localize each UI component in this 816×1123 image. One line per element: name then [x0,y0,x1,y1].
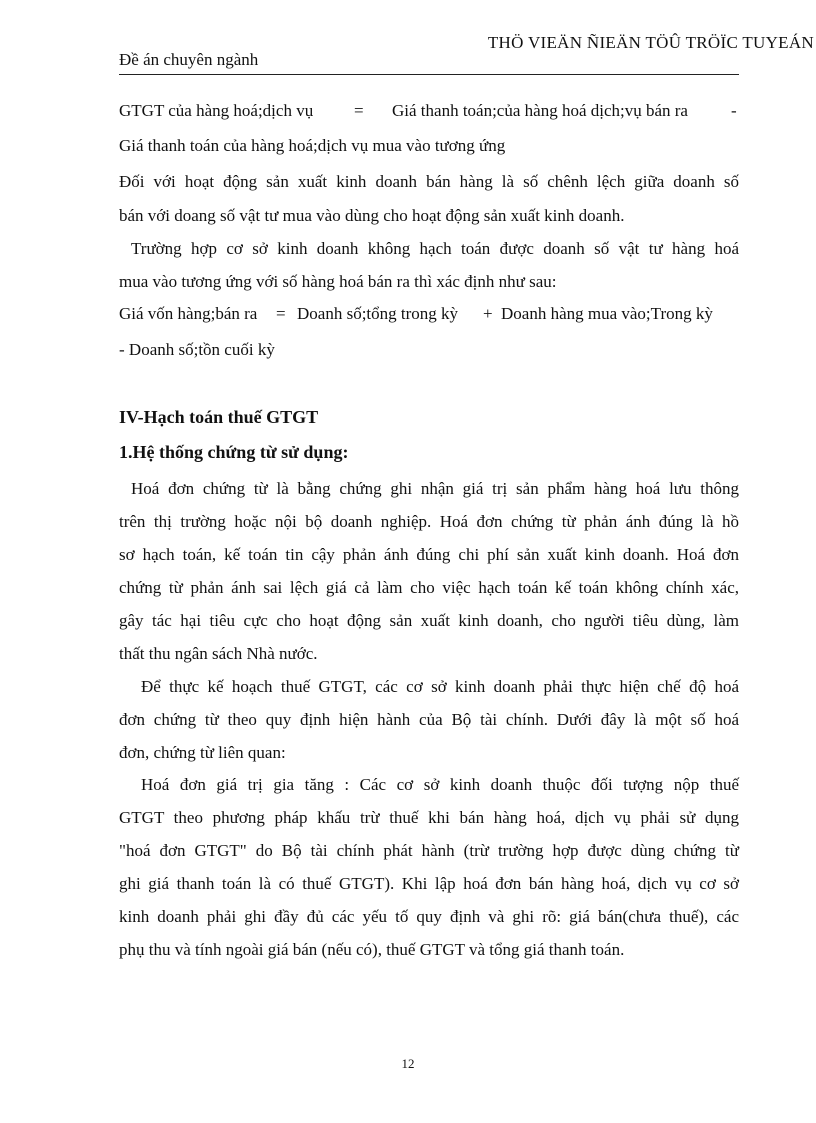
header-left: Đề án chuyên ngành [119,50,259,69]
para4-line: đơn chứng từ theo quy định hiện hành của Bộ tài chính. Dưới đây là một số hoá [119,710,739,729]
formula-gtgt-left: GTGT của hàng hoá;dịch vụ [119,101,314,120]
formula-cost-minus: - [119,340,125,359]
formula-cost-plus: + [483,304,493,323]
para5-line: kinh doanh phải ghi đầy đủ các yếu tố quy định và ghi rõ: giá bán(chưa thuế), các [119,907,739,926]
para2-line1: Trường hợp cơ sở kinh doanh không hạch toán được doanh số vật tư hàng hoá [131,239,739,258]
formula-cost-a: Giá vốn hàng;bán ra [119,304,258,323]
para5-line: "hoá đơn GTGT" do Bộ tài chính phát hành (trừ trường hợp được dùng chứng từ [119,841,739,860]
formula-gtgt-minus: - [731,101,737,120]
para4-line: Để thực kế hoạch thuế GTGT, các cơ sở kinh doanh phải thực hiện chế độ hoá [141,677,739,696]
para3-line: thất thu ngân sách Nhà nước. [119,644,318,663]
para2-line2: mua vào tương ứng với số hàng hoá bán ra thì xác định như sau: [119,272,557,291]
header-right: THÖ VIEÄN ÑIEÄN TÖÛ TRÖÏC TUYEÁN [487,33,814,52]
page-number: 12 [401,1056,415,1071]
para3-line: sơ hạch toán, kế toán tin cậy phản ánh đúng chi phí sản xuất kinh doanh. Hoá đơn [119,545,739,564]
formula-cost [119,304,739,326]
formula-gtgt [119,101,739,123]
para5-line: phụ thu và tính ngoài giá bán (nếu có), thuế GTGT và tổng giá thanh toán. [119,940,625,959]
formula-cost-b: Doanh số;tổng trong kỳ [297,304,459,323]
para5-line: GTGT theo phương pháp khấu trừ thuế khi bán hàng hoá, dịch vụ phải sử dụng [119,808,739,827]
para3-line: Hoá đơn chứng từ là bằng chứng ghi nhận giá trị sản phẩm hàng hoá lưu thông [131,479,739,498]
section-title: IV-Hạch toán thuế GTGT [119,407,319,427]
header-rule [119,74,739,75]
para5-line: Hoá đơn giá trị gia tăng : Các cơ sở kinh doanh thuộc đối tượng nộp thuế [141,775,739,794]
para5-line: ghi giá thanh toán là có thuế GTGT). Khi lập hoá đơn bán hàng hoá, dịch vụ cơ sở [119,874,739,893]
para1-line2: bán với doang số vật tư mua vào dùng cho hoạt động sản xuất kinh doanh. [119,206,625,225]
formula-cost-c: Doanh hàng mua vào;Trong kỳ [501,304,713,323]
formula-cost-d: Doanh số;tồn cuối kỳ [128,340,275,359]
formula-cost-eq: = [276,304,286,323]
formula-gtgt-right: Giá thanh toán;của hàng hoá dịch;vụ bán ra [392,101,688,120]
para3-line: gây tác hại tiêu cực cho hoạt động sản xuất kinh doanh, cho người tiêu dùng, làm [119,611,739,630]
para3-line: chứng từ phản ánh sai lệch giá cả làm cho việc hạch toán kế toán không chính xác, [119,578,739,597]
para4-line: đơn, chứng từ liên quan: [119,743,286,762]
formula-gtgt-eq: = [354,101,364,120]
formula-gtgt-line2: Giá thanh toán của hàng hoá;dịch vụ mua vào tương ứng [119,136,506,155]
formula-cost-line2 [119,340,275,360]
para1-line1: Đối với hoạt động sản xuất kinh doanh bán hàng là số chênh lệch giữa doanh số [119,172,739,191]
para3-line: trên thị trường hoặc nội bộ doanh nghiệp. Hoá đơn chứng từ phản ánh đúng là hồ [119,512,739,531]
section-subtitle: 1.Hệ thống chứng từ sử dụng: [119,442,349,462]
